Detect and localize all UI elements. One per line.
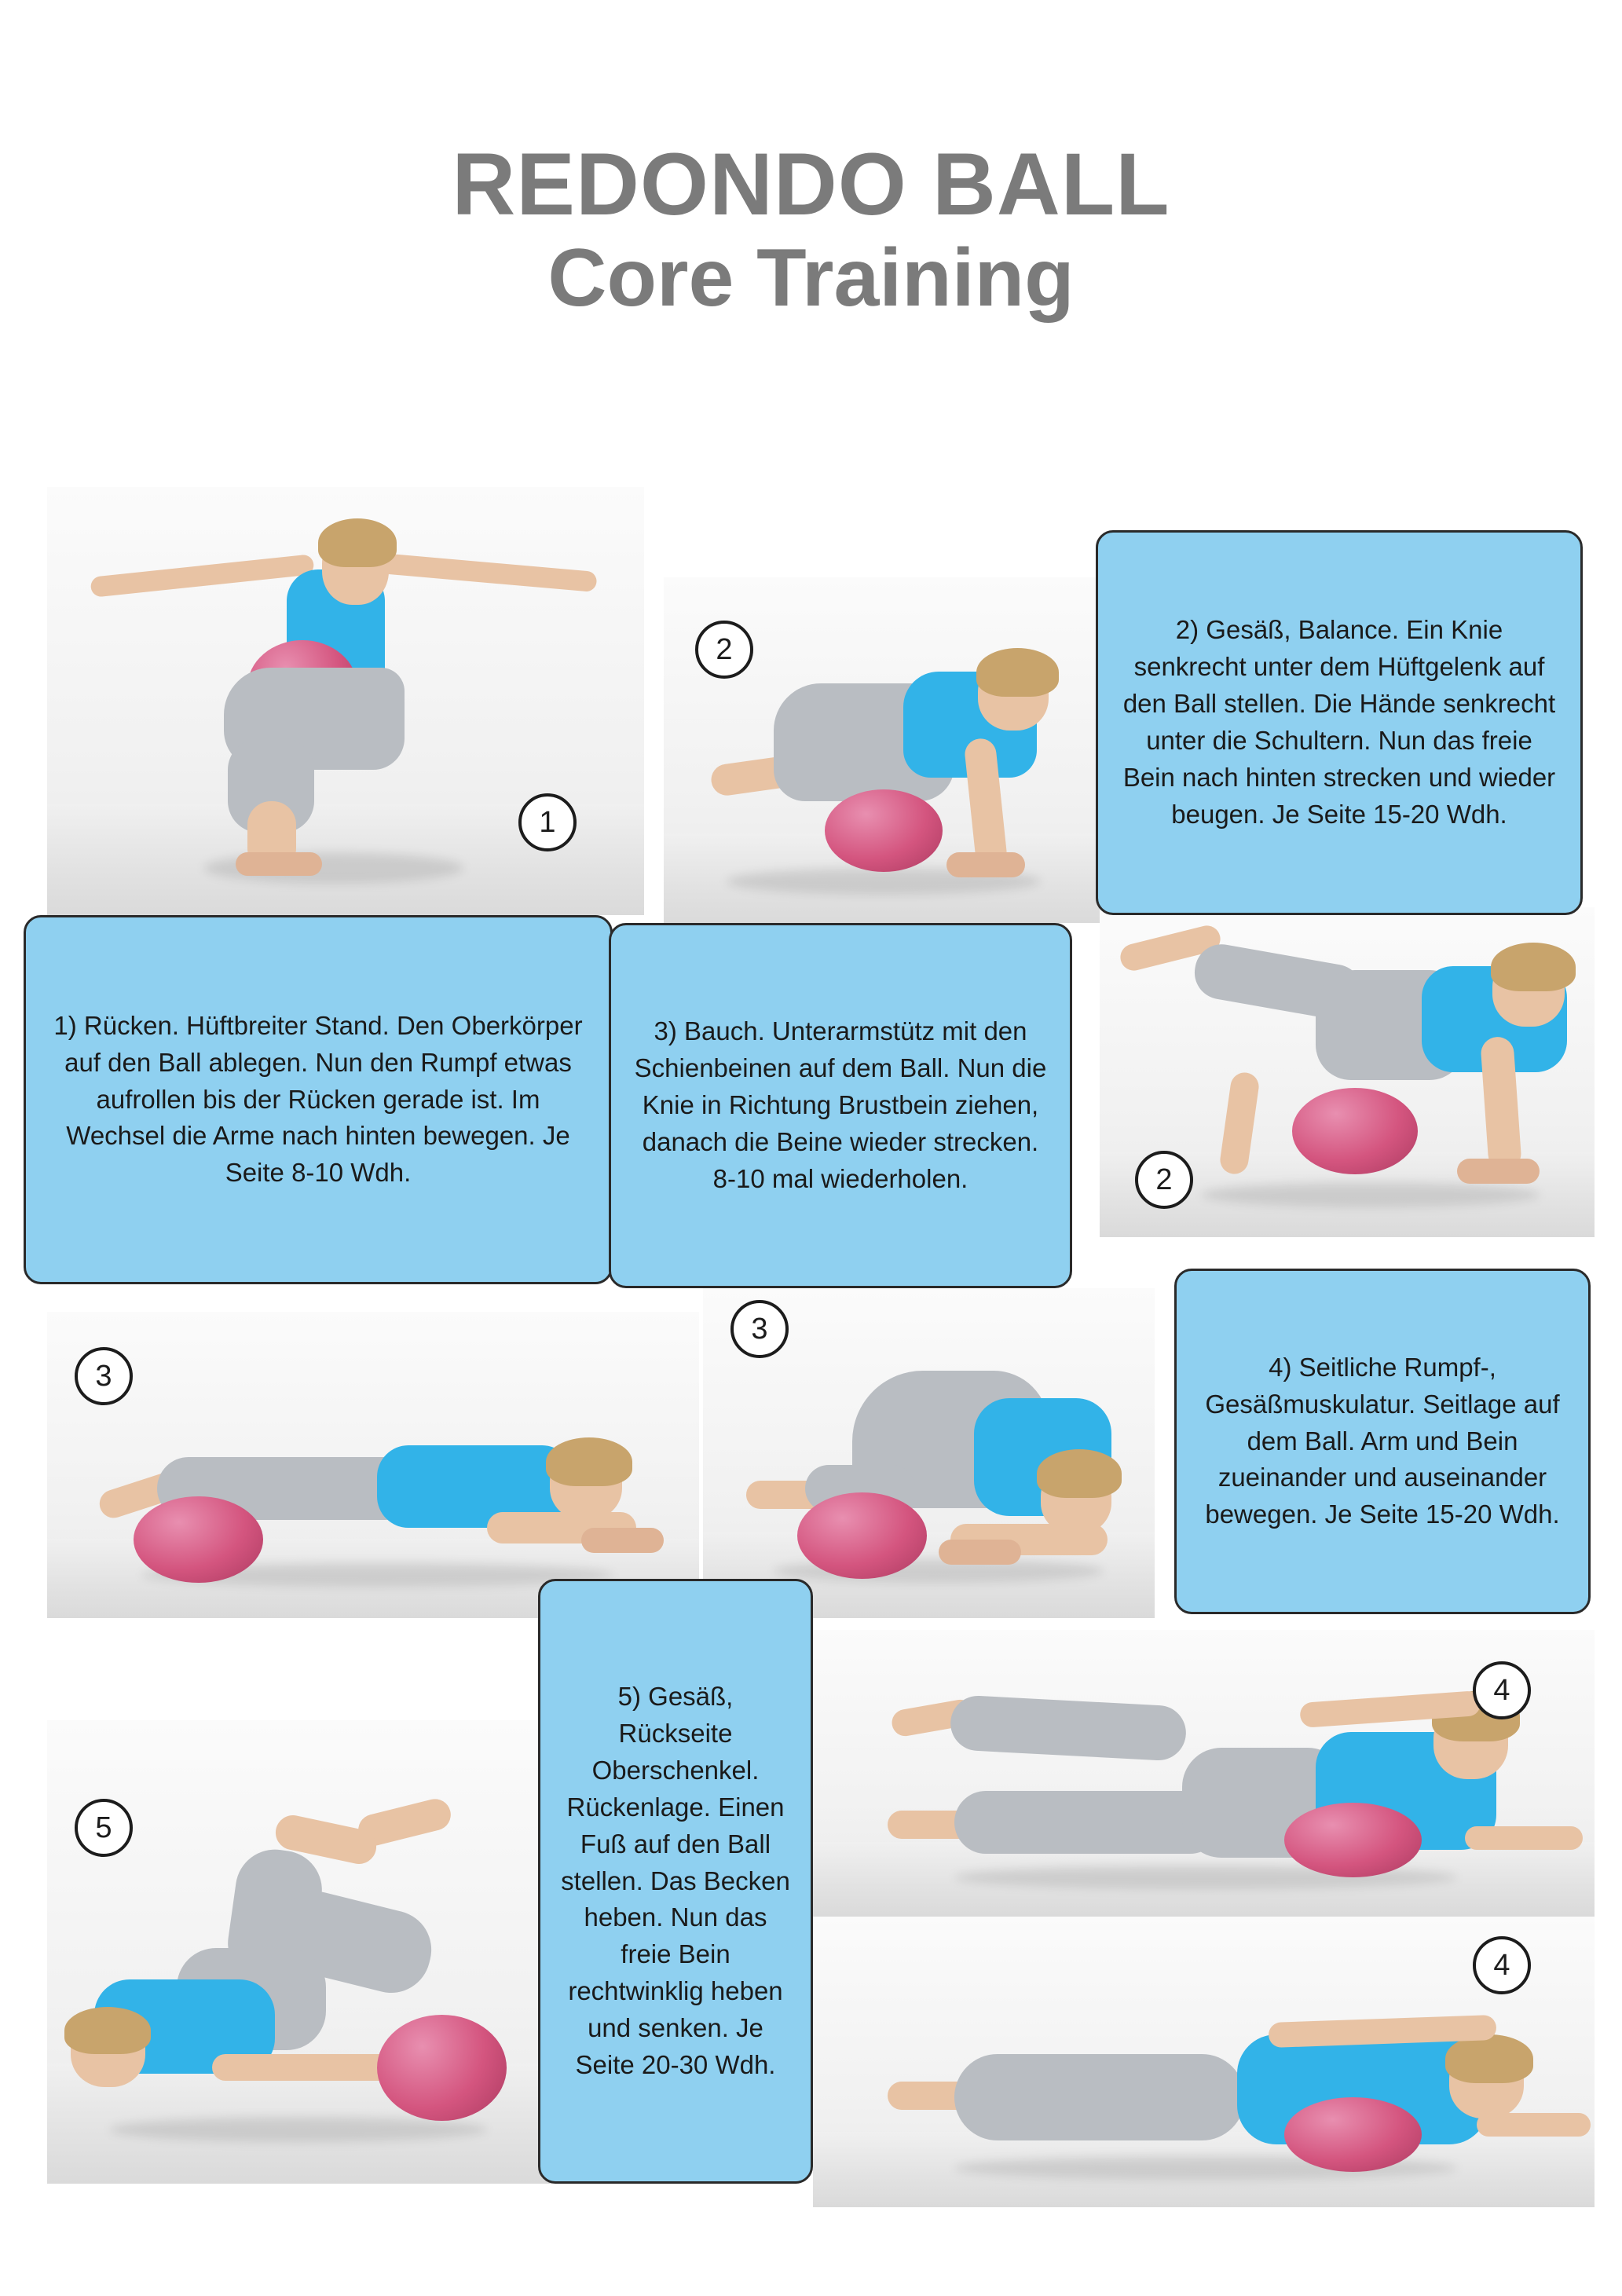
title-line-2: Core Training xyxy=(547,232,1075,324)
redondo-ball xyxy=(134,1496,263,1583)
caption-exercise-4-text: 4) Seitliche Rumpf-, Gesäßmuskulatur. Seitlage auf dem Ball. Arm und Bein zueinander und auseinander bewegen. Je Seite 15-20 Wdh. xyxy=(1205,1352,1560,1529)
figure-hair xyxy=(64,2007,151,2054)
caption-exercise-3 xyxy=(609,923,1072,1288)
badge-exercise-1: 1 xyxy=(518,793,577,851)
badge-exercise-2a: 2 xyxy=(695,621,753,679)
figure-foot xyxy=(236,852,322,876)
figure-hand xyxy=(581,1528,664,1553)
figure-hair xyxy=(976,648,1059,697)
figure-bottom-arm xyxy=(1477,2113,1591,2137)
redondo-ball xyxy=(377,2015,507,2121)
figure-hand xyxy=(946,852,1025,877)
badge-exercise-3a: 3 xyxy=(75,1347,133,1405)
caption-exercise-2 xyxy=(1096,530,1583,915)
caption-exercise-3-text: 3) Bauch. Unterarmstütz mit den Schienbeinen auf dem Ball. Nun die Knie in Richtung Brustbein ziehen, danach die Beine wieder strecken. 8-10 mal wiederholen. xyxy=(634,1016,1047,1193)
figure-bottom-arm xyxy=(1465,1826,1583,1850)
title-line-1: REDONDO BALL xyxy=(452,135,1170,233)
badge-exercise-2b: 2 xyxy=(1135,1151,1193,1209)
redondo-ball xyxy=(1292,1088,1418,1174)
figure-hair xyxy=(1491,943,1576,991)
badge-exercise-5: 5 xyxy=(75,1799,133,1857)
figure-hair xyxy=(318,518,397,567)
figure-hand xyxy=(1457,1159,1540,1184)
figure-legs xyxy=(954,2054,1245,2140)
redondo-ball xyxy=(1284,1803,1422,1877)
badge-exercise-4a: 4 xyxy=(1473,1661,1531,1719)
photo-exercise-1 xyxy=(47,487,644,915)
figure-hand xyxy=(939,1540,1021,1565)
redondo-ball xyxy=(797,1492,927,1579)
caption-exercise-5-text: 5) Gesäß, Rückseite Oberschenkel. Rückenlage. Einen Fuß auf den Ball stellen. Das Becken heben. Nun das freie Bein rechtwinklig heben und senken. Je Seite 20-30 Wdh. xyxy=(561,1682,790,2079)
photo-exercise-5 xyxy=(47,1720,566,2184)
caption-exercise-1 xyxy=(24,915,613,1284)
figure-hair xyxy=(1445,2034,1533,2083)
figure-bottom-leg xyxy=(954,1791,1221,1854)
figure-shadow xyxy=(110,2117,487,2142)
figure-hair xyxy=(546,1437,632,1486)
redondo-ball xyxy=(1284,2097,1422,2172)
caption-exercise-2-text: 2) Gesäß, Balance. Ein Knie senkrecht unter dem Hüftgelenk auf den Ball stellen. Die Hände senkrecht unter die Schultern. Nun das freie Bein nach hinten strecken und wieder beugen. Je Seite 15-20 Wdh. xyxy=(1122,615,1556,829)
figure-hair xyxy=(1037,1449,1122,1498)
caption-exercise-4 xyxy=(1174,1269,1591,1614)
photo-exercise-3a xyxy=(47,1312,699,1618)
badge-exercise-4b: 4 xyxy=(1473,1936,1531,1994)
caption-exercise-5 xyxy=(538,1579,813,2184)
page-title xyxy=(0,137,1622,324)
badge-exercise-3b: 3 xyxy=(730,1300,789,1358)
figure-shadow xyxy=(1202,1182,1540,1207)
redondo-ball xyxy=(825,789,943,872)
caption-exercise-1-text: 1) Rücken. Hüftbreiter Stand. Den Oberkörper auf den Ball ablegen. Nun den Rumpf etwas aufrollen bis der Rücken gerade ist. Im Wechsel die Arme nach hinten bewegen. Je Seite 8-10 Wdh. xyxy=(53,1010,583,1188)
